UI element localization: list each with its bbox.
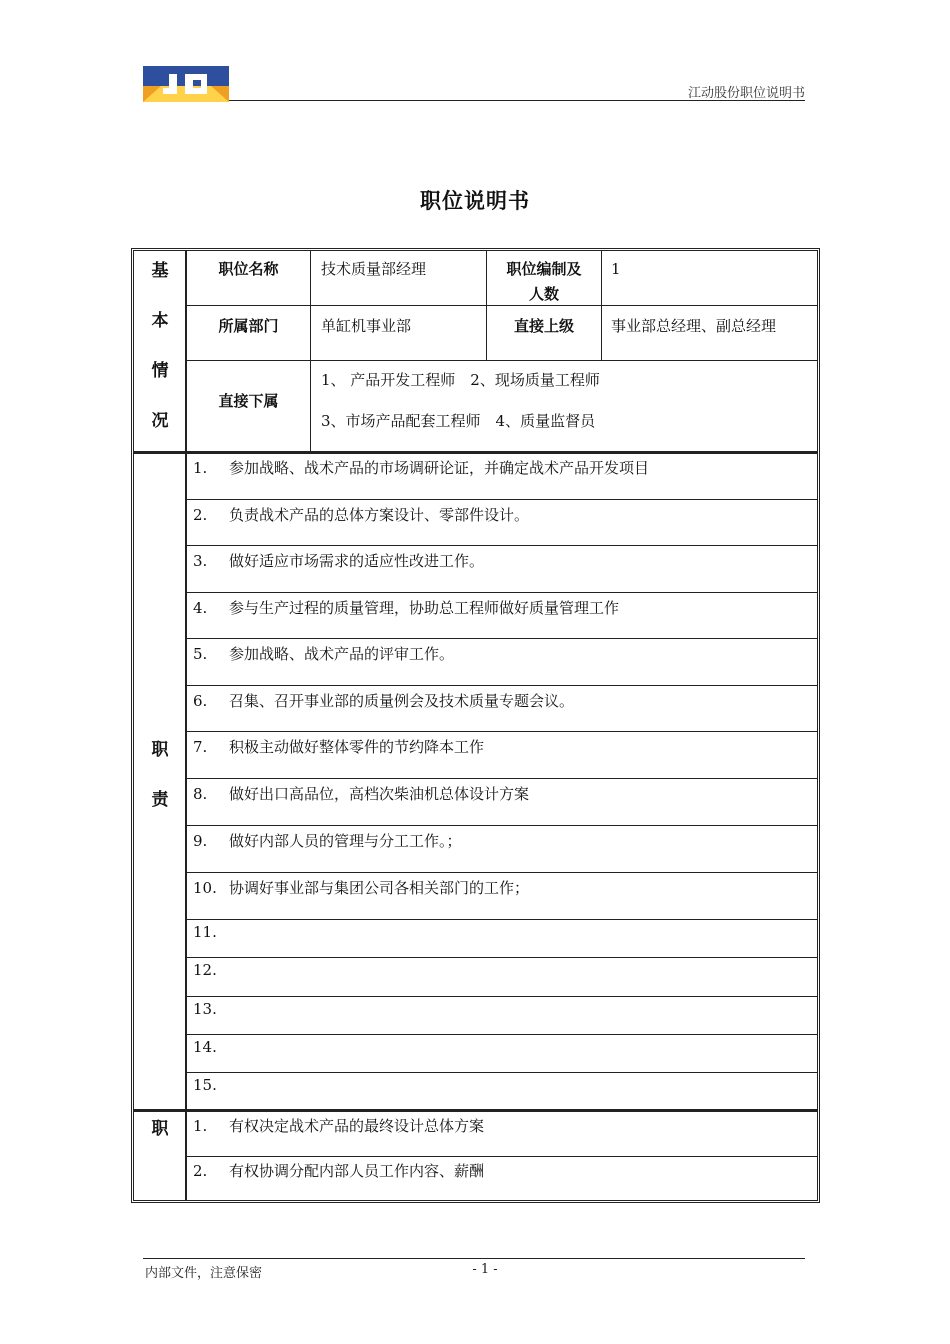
duty-number: 13. [193,1000,217,1018]
duty-text: 做好适应市场需求的适应性改进工作。 [229,552,485,570]
duty-item [193,784,529,804]
headcount-value: 1 [611,260,621,278]
section-separator [134,451,817,454]
duty-item [193,505,529,525]
duty-number: 5. [193,645,208,663]
grid-line [186,592,817,593]
page-number: - 1 - [472,1262,498,1277]
headcount-label-line: 职位编制及 [506,260,582,278]
duty-item [193,551,484,571]
grid-line [186,1156,817,1157]
grid-line [186,499,817,500]
duty-item [193,960,229,980]
grid-line [186,305,817,306]
duty-text: 参加战略、战术产品的市场调研论证，并确定战术产品开发项目 [229,459,650,477]
duty-text: 参加战略、战术产品的评审工作。 [229,645,455,663]
duty-number: 4. [193,599,208,617]
footer-confidential: 内部文件，注意保密 [145,1266,263,1281]
duty-text: 积极主动做好整体零件的节约降本工作 [229,738,485,756]
duty-number: 9. [193,832,208,850]
headcount-label [487,258,601,305]
duty-number: 7. [193,738,208,756]
section-label-char: 况 [151,411,169,431]
duty-item [193,999,229,1019]
section-label-char: 职 [151,1119,169,1139]
grid-line [186,731,817,732]
duty-item [193,922,229,942]
headcount-label-line: 人数 [528,285,559,303]
duty-number: 2. [193,506,208,524]
section-label-char: 基 [151,261,169,281]
section-label-basic [133,256,187,456]
grid-line [186,685,817,686]
grid-line [186,778,817,779]
duty-text: 做好内部人员的管理与分工工作。； [229,832,462,850]
section-label-char: 职 [151,740,169,760]
position-name-label: 职位名称 [218,260,279,278]
duty-item [193,458,649,478]
subordinates-line: 3、市场产品配套工程师 4、质量监督员 [321,412,596,430]
document-title: 职位说明书 [420,189,530,213]
grid-line [186,919,817,920]
section-separator [134,1109,817,1112]
department-value: 单缸机事业部 [321,317,412,335]
position-name-value: 技术质量部经理 [321,260,427,278]
duty-number: 14. [193,1038,217,1056]
header-doc-series: 江动股份职位说明书 [687,86,805,101]
grid-line [186,360,817,361]
duty-text: 负责战术产品的总体方案设计、零部件设计。 [229,506,530,524]
duty-number: 6. [193,692,208,710]
section-label-char: 责 [151,790,169,810]
header-rule [229,100,805,101]
subordinates-line: 1、 产品开发工程师 2、现场质量工程师 [321,371,600,389]
authority-item [193,1116,484,1136]
grid-line [186,545,817,546]
duty-number: 12. [193,961,217,979]
section-label-duties [133,735,187,835]
authority-number: 2. [193,1162,208,1180]
subordinates-label: 直接下属 [218,392,279,410]
authority-text: 有权协调分配内部人员工作内容、薪酬 [229,1162,485,1180]
duty-item [193,737,484,757]
authority-item [193,1161,484,1181]
duty-item [193,878,529,898]
grid-line [186,825,817,826]
duty-number: 3. [193,552,208,570]
section-label-authority [133,1114,187,1139]
duty-item [193,691,574,711]
grid-line [186,1034,817,1035]
footer-rule [143,1258,805,1259]
grid-line [186,996,817,997]
department-label: 所属部门 [218,317,279,335]
duty-item [193,1075,229,1095]
duty-number: 15. [193,1076,217,1094]
superior-label: 直接上级 [513,317,574,335]
duty-item [193,644,454,664]
duty-text: 协调好事业部与集团公司各相关部门的工作； [229,879,530,897]
duty-text: 召集、召开事业部的质量例会及技术质量专题会议。 [229,692,575,710]
superior-value: 事业部总经理、副总经理 [611,317,777,335]
company-logo [143,66,229,102]
duty-item [193,831,462,851]
duty-number: 11. [193,923,217,941]
duty-number: 10. [193,879,217,897]
duty-text: 做好出口高品位，高档次柴油机总体设计方案 [229,785,530,803]
section-label-char: 情 [151,361,169,381]
grid-line [186,872,817,873]
duty-number: 8. [193,785,208,803]
duty-item [193,1037,229,1057]
duty-item [193,598,619,618]
duty-number: 1. [193,459,208,477]
duty-text: 参与生产过程的质量管理，协助总工程师做好质量管理工作 [229,599,620,617]
grid-line [186,638,817,639]
authority-text: 有权决定战术产品的最终设计总体方案 [229,1117,485,1135]
authority-number: 1. [193,1117,208,1135]
grid-line [186,1072,817,1073]
grid-line [186,957,817,958]
section-label-char: 本 [151,311,169,331]
grid-line [310,360,311,452]
